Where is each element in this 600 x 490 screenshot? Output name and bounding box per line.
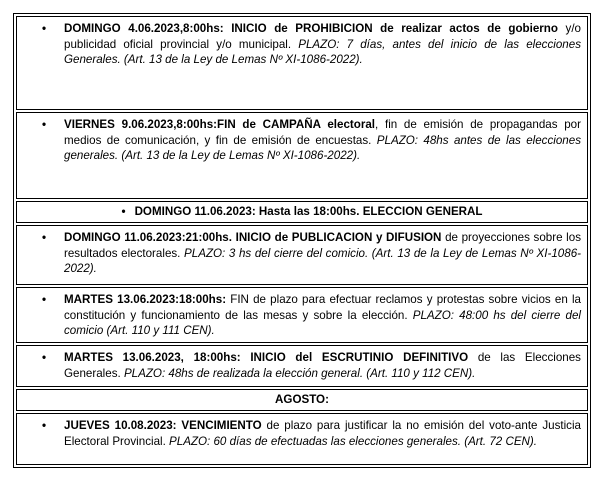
event-date: MARTES 13.06.2023:18:00hs: [64,293,227,306]
event-text: FIN de plazo para efectuar reclamos y protestas sobre vicios en la constitución y funcionamiento de las mesas y sobre la elección. [64,293,581,322]
bullet-icon: • [121,205,126,218]
event-date: DOMINGO 4.06.2023,8:00hs: INICIO de PROHIBICION de realizar actos de gobierno [64,22,558,35]
bullet-icon: • [42,118,47,131]
month-heading [17,390,587,410]
event-date: DOMINGO 11.06.2023:21:00hs. INICIO de PUBLICACION y DIFUSION [64,231,442,244]
event-text: de proyecciones sobre los resultados electorales. [64,231,581,260]
event-date: VIERNES 9.06.2023,8:00hs:FIN de CAMPAÑA electoral [64,118,376,131]
schedule-table [13,13,591,468]
schedule-row [16,389,588,411]
event-text: de plazo para justificar la no emisión del voto-ante Justicia Electoral Provincial. [64,419,582,448]
event-date: JUEVES 10.08.2023: VENCIMIENTO [64,419,262,432]
list-item [17,17,587,68]
event-note: PLAZO: 3 hs del cierre del comicio. (Art. 13 de la Ley de Lemas Nº XI-1086-2022). [64,246,581,275]
list-item [17,346,587,381]
event-text: , fin de emisión de propagandas por medios de comunicación, y fin de emisión de encuestas. [64,118,581,147]
event-note: PLAZO: 48hs de realizada la elección general. (Art. 110 y 112 CEN). [123,366,476,380]
schedule-row [16,287,588,343]
event-date: DOMINGO 11.06.2023: Hasta las 18:00hs. ELECCION GENERAL [134,205,483,218]
list-item [17,414,587,449]
event-note: PLAZO: 7 días, antes del inicio de las elecciones Generales. (Art. 13 de la Ley de Lemas Nº XI-1086-2022). [64,37,581,66]
schedule-row [16,201,588,223]
schedule-row [16,16,588,110]
schedule-row [16,112,588,199]
event-note: PLAZO: 60 días de efectuadas las elecciones generales. (Art. 72 CEN). [169,434,538,448]
event-date: MARTES 13.06.2023, 18:00hs: INICIO del ESCRUTINIO DEFINITIVO [64,351,469,364]
bullet-icon: • [42,293,47,306]
bullet-icon: • [42,419,47,432]
month-label: AGOSTO: [275,393,329,406]
event-text: y/o publicidad oficial provincial y/o municipal. [64,22,582,51]
schedule-row [16,345,588,387]
schedule-row [16,413,588,465]
event-text: de las Elecciones Generales. [64,351,581,380]
event-note: PLAZO: 48hs antes de las elecciones generales. (Art. 13 de la Ley de Lemas Nº XI-1086-2022). [64,133,581,162]
list-item [17,288,587,339]
list-item [17,113,587,164]
schedule-row [16,225,588,285]
bullet-icon: • [42,22,47,35]
list-item [17,226,587,277]
bullet-icon: • [42,351,47,364]
election-day-heading [17,202,587,222]
event-note: PLAZO: 48:00 hs del cierre del comicio (Art. 110 y 111 CEN). [64,308,581,337]
bullet-icon: • [42,231,47,244]
